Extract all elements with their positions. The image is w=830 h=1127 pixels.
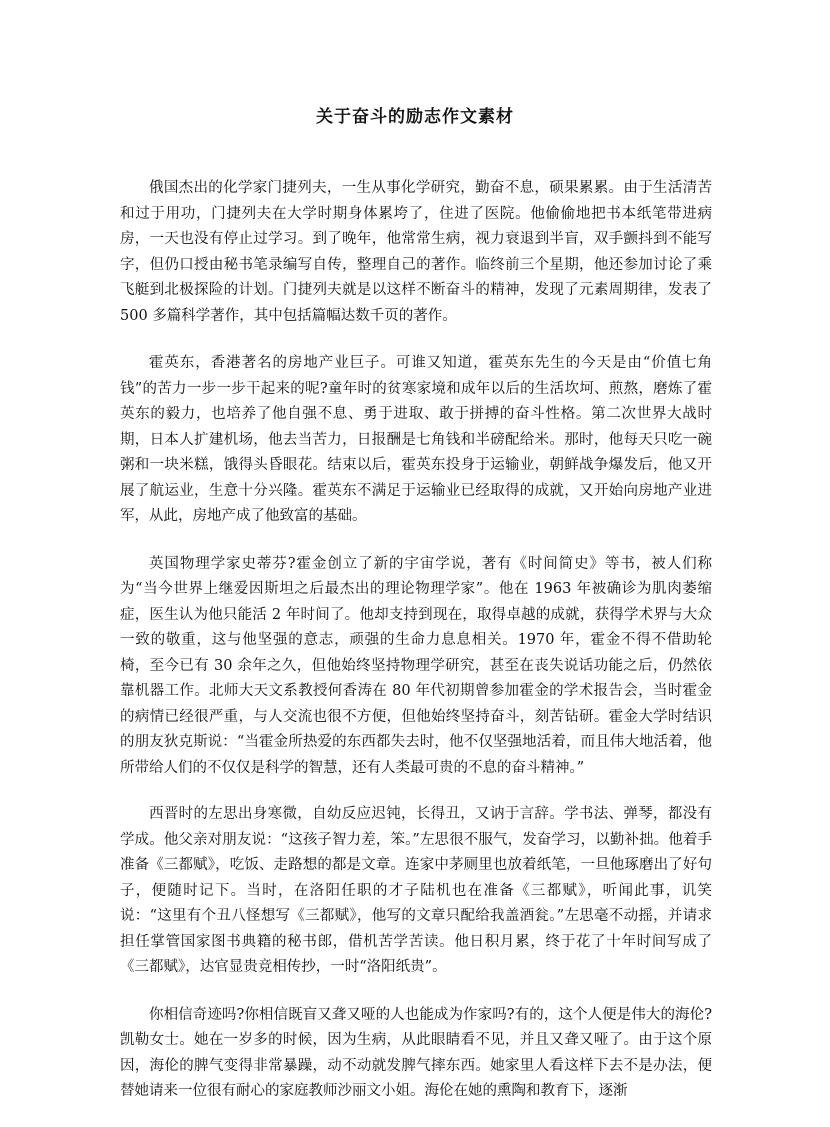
page-title: 关于奋斗的励志作文素材 <box>316 107 514 127</box>
paragraph-helen-keller: 你相信奇迹吗?你相信既盲又聋又哑的人也能成为作家吗?有的，这个人便是伟大的海伦?凯勒女士。她在一岁多的时候，因为生病，从此眼睛看不见，并且又聋又哑了。由于这个原因，海伦的脾气变得非常暴躁，动不动就发脾气摔东西。她家里人看这样下去不是办法，便替她请来一位很有耐心的家庭教师沙丽文小姐。海伦在她的熏陶和教育下，逐渐 <box>120 1006 712 1099</box>
document-body <box>120 176 712 1127</box>
paragraph-hawking: 英国物理学家史蒂芬?霍金创立了新的宇宙学说，著有《时间简史》等书，被人们称为“当今世界上继爱因斯坦之后最杰出的理论物理学家”。他在 1963 年被确诊为肌肉萎缩症，医生认为他只能活 2 年时间了。他却支持到现在，取得卓越的成就，获得学术界与大众一致的敬重，这与他坚强的意志，顽强的生命力息息相关。1970 年，霍金不得不借助轮椅，至今已有 30 余年之久，但他始终坚持物理学研究，甚至在丧失说话功能之后，仍然依靠机器工作。北师大天文系教授何香涛在 80 年代初期曾参加霍金的学术报告会，当时霍金的病情已经很严重，与人交流也很不方便，但他始终坚持奋斗，刻苦钻研。霍金大学时结识的朋友狄克斯说：“当霍金所热爱的东西都失去时，他不仅坚强地活着，而且伟大地活着，他所带给人们的不仅仅是科学的智慧，还有人类最可贵的不息的奋斗精神。” <box>120 555 712 776</box>
paragraph-fok-ying-tung: 霍英东，香港著名的房地产业巨子。可谁又知道，霍英东先生的今天是由“价值七角钱”的苦力一步一步干起来的呢?童年时的贫寒家境和成年以后的生活坎坷、煎熬，磨炼了霍英东的毅力，也培养了他自强不息、勇于进取、敢于拼搏的奋斗性格。第二次世界大战时期，日本人扩建机场，他去当苦力，日报酬是七角钱和半磅配给米。那时，他每天只吃一碗粥和一块米糕，饿得头昏眼花。结束以后，霍英东投身于运输业，朝鲜战争爆发后，他又开展了航运业，生意十分兴隆。霍英东不满足于运输业已经取得的成就，又开始向房地产业进军，从此，房地产成了他致富的基础。 <box>120 355 712 524</box>
paragraph-mendeleev: 俄国杰出的化学家门捷列夫，一生从事化学研究，勤奋不息，硕果累累。由于生活清苦和过于用功，门捷列夫在大学时期身体累垮了，住进了医院。他偷偷地把书本纸笔带进病房，一天也没有停止过学习。到了晚年，他常常生病，视力衰退到半盲，双手颤抖到不能写字，但仍口授由秘书笔录编写自传，整理自己的著作。临终前三个星期，他还参加讨论了乘飞艇到北极探险的计划。门捷列夫就是以这样不断奋斗的精神，发现了元素周期律，发表了 500 多篇科学著作，其中包括篇幅达数千页的著作。 <box>120 180 712 324</box>
paragraph-zuo-si: 西晋时的左思出身寒微，自幼反应迟钝，长得丑，又讷于言辞。学书法、弹琴，都没有学成。他父亲对朋友说：“这孩子智力差，笨。”左思很不服气，发奋学习，以勤补拙。他着手准备《三都赋》，吃饭、走路想的都是文章。连家中茅厕里也放着纸笔，一旦他琢磨出了好句子，便随时记下。当时，在洛阳任职的才子陆机也在准备《三都赋》，听闻此事，讥笑说：“这里有个丑八怪想写《三都赋》，他写的文章只配给我盖酒瓮。”左思毫不动摇，并请求担任掌管国家图书典籍的秘书郎，借机苦学苦读。他日积月累，终于花了十年时间写成了《三都赋》，达官显贵竞相传抄，一时“洛阳纸贵”。 <box>120 806 712 975</box>
